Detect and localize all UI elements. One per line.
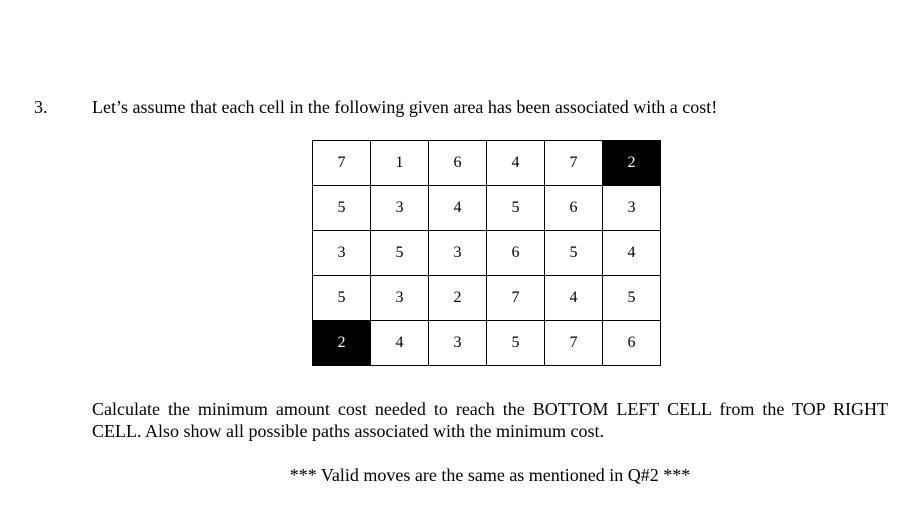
grid-cell: 5 — [487, 321, 545, 366]
grid-cell: 4 — [371, 321, 429, 366]
grid-row — [313, 276, 661, 321]
cost-grid — [312, 140, 661, 366]
grid-row — [313, 231, 661, 276]
grid-cell-top-right-start: 2 — [603, 141, 661, 186]
grid-cell: 3 — [603, 186, 661, 231]
question-intro: Let’s assume that each cell in the following given area has been associated with a cost! — [92, 97, 718, 117]
grid-row — [313, 186, 661, 231]
grid-cell: 5 — [603, 276, 661, 321]
grid-cell: 3 — [429, 231, 487, 276]
grid-cell: 5 — [487, 186, 545, 231]
grid-cell: 6 — [487, 231, 545, 276]
grid-cell: 3 — [371, 186, 429, 231]
grid-cell: 4 — [429, 186, 487, 231]
grid-cell: 6 — [603, 321, 661, 366]
grid-cell: 1 — [371, 141, 429, 186]
question-number: 3. — [34, 97, 48, 117]
grid-cell: 5 — [371, 231, 429, 276]
grid-cell: 4 — [603, 231, 661, 276]
grid-cell: 7 — [545, 141, 603, 186]
grid-cell: 5 — [545, 231, 603, 276]
grid-cell: 4 — [487, 141, 545, 186]
grid-cell: 5 — [313, 186, 371, 231]
grid-cell: 6 — [429, 141, 487, 186]
grid-cell: 3 — [371, 276, 429, 321]
grid-cell: 4 — [545, 276, 603, 321]
grid-cell: 7 — [487, 276, 545, 321]
grid-cell: 3 — [429, 321, 487, 366]
grid-cell: 7 — [313, 141, 371, 186]
grid-row — [313, 141, 661, 186]
grid-cell: 6 — [545, 186, 603, 231]
grid-cell: 7 — [545, 321, 603, 366]
question-task: Calculate the minimum amount cost needed to reach the BOTTOM LEFT CELL from the TOP RIGHT CELL. Also show all possible paths associated with the minimum cost. — [92, 399, 888, 441]
grid-cell: 3 — [313, 231, 371, 276]
grid-cell: 5 — [313, 276, 371, 321]
grid-cell-bottom-left-target: 2 — [313, 321, 371, 366]
grid-cell: 2 — [429, 276, 487, 321]
question-note: *** Valid moves are the same as mentioned in Q#2 *** — [289, 465, 691, 485]
grid-row — [313, 321, 661, 366]
